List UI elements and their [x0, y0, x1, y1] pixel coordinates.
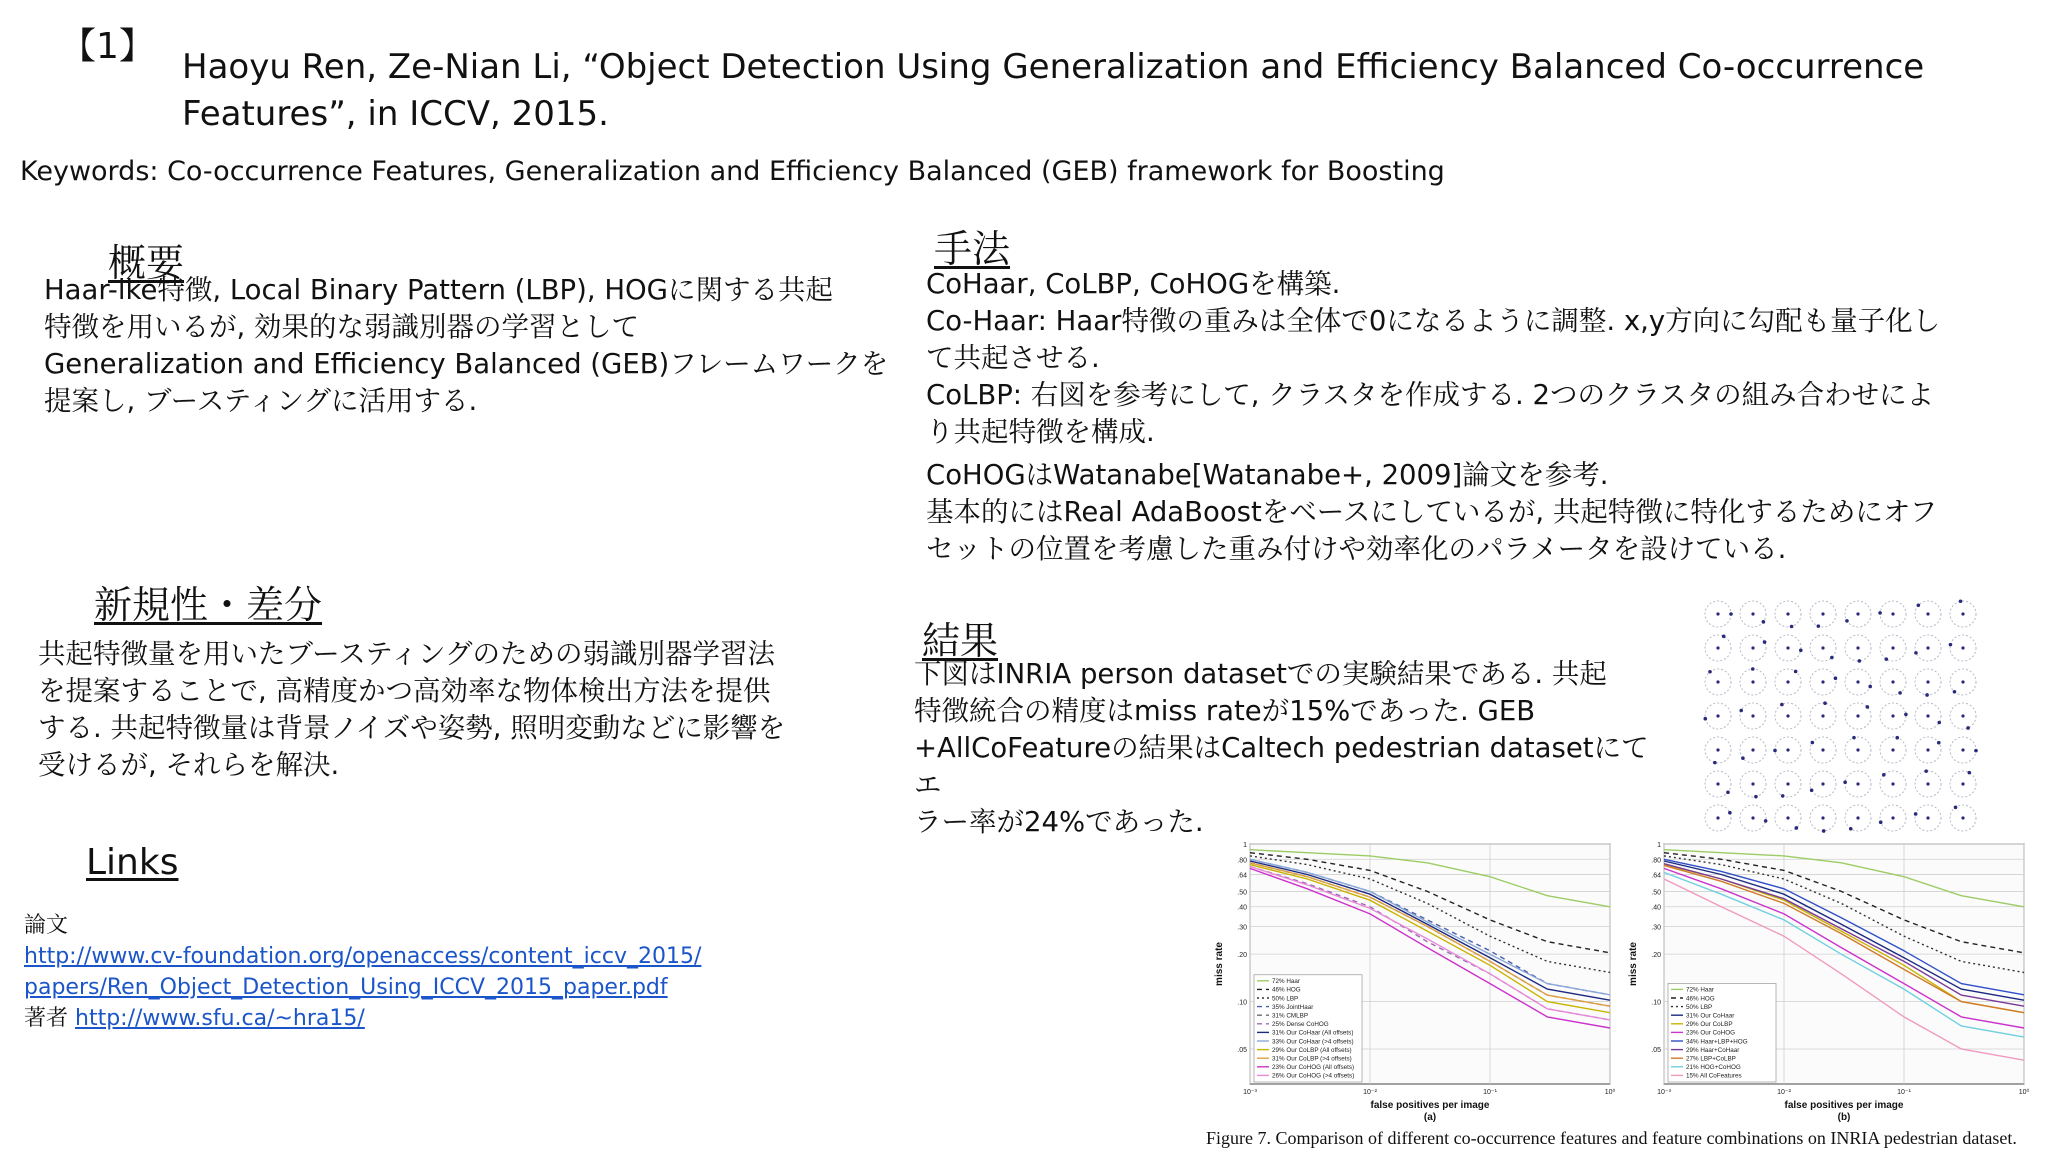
- legend-entry: 31% CMLBP: [1272, 1012, 1309, 1020]
- panel-label: (b): [1837, 1112, 1851, 1123]
- legend-entry: 21% HOG+CoHOG: [1686, 1064, 1741, 1072]
- x-tick-label: 10⁻¹: [1897, 1089, 1911, 1096]
- author-label: 著者: [24, 1006, 69, 1031]
- lbp-offset-cell: [1843, 771, 1871, 797]
- legend-entry: 31% Our CoHaar: [1686, 1012, 1735, 1020]
- lbp-offset-cell: [1705, 669, 1731, 695]
- lbp-offset-cell: [1740, 805, 1767, 831]
- y-axis-label: miss rate: [1628, 942, 1639, 986]
- citation: [182, 44, 1982, 138]
- y-tick-label: .64: [1237, 872, 1247, 880]
- lbp-offset-cell: [1775, 703, 1801, 729]
- method-line: 基本的にはReal AdaBoostをベースにしているが, 共起特徴に特化するためにオフ: [926, 496, 1938, 528]
- x-tick-label: 10⁰: [1604, 1089, 1616, 1096]
- results-text: [914, 656, 1674, 841]
- results-heading: 結果: [922, 619, 999, 663]
- y-tick-label: .20: [1651, 952, 1661, 960]
- novelty-heading: 新規性・差分: [94, 583, 323, 627]
- lbp-offset-cell: [1950, 805, 1976, 831]
- chart-panel-b: [1624, 836, 2034, 1128]
- method-line: り共起特徴を構成.: [926, 416, 1155, 448]
- lbp-offset-cell: [1915, 703, 1941, 729]
- lbp-offset-cell: [1915, 769, 1941, 797]
- legend-entry: 31% Our CoLBP (>4 offsets): [1272, 1055, 1352, 1063]
- lbp-offset-cell: [1880, 736, 1906, 763]
- y-tick-label: .10: [1651, 999, 1661, 1007]
- lbp-offset-cell: [1773, 737, 1801, 763]
- results-line: ラー率が24%であった.: [914, 806, 1204, 838]
- lbp-offset-cell: [1950, 669, 1976, 695]
- lbp-offset-cell: [1740, 667, 1766, 695]
- y-tick-label: .05: [1237, 1047, 1247, 1055]
- legend-entry: 46% HOG: [1272, 986, 1301, 994]
- lbp-offset-cell: [1845, 736, 1871, 763]
- lbp-offset-cell: [1914, 805, 1941, 831]
- method-line: て共起させる.: [926, 342, 1100, 374]
- y-tick-label: .50: [1651, 889, 1661, 897]
- y-tick-label: 1: [1243, 842, 1247, 849]
- lbp-offset-cell: [1775, 771, 1801, 798]
- legend-entry: 31% Our CoHaar (All offsets): [1272, 1029, 1354, 1037]
- lbp-offset-cell: [1915, 669, 1941, 697]
- y-tick-label: .80: [1237, 857, 1247, 865]
- y-axis-label: miss rate: [1214, 942, 1225, 986]
- method-heading: 手法: [934, 227, 1011, 271]
- lbp-offset-cell: [1740, 771, 1766, 798]
- method-line: Co-Haar: Haar特徴の重みは全体で0になるように調整. x,y方向に勾配も量子化し: [926, 305, 1941, 337]
- x-tick-label: 10⁻²: [1363, 1089, 1377, 1096]
- method-line: CoLBP: 右図を参考にして, クラスタを作成する. 2つのクラスタの組み合わせによ: [926, 379, 1935, 411]
- overview-text: [44, 272, 904, 420]
- results-line: 下図はINRIA person datasetでの実験結果である. 共起: [914, 658, 1607, 690]
- lbp-offset-cell: [1775, 805, 1801, 831]
- novelty-line: を提案することで, 高精度かつ高効率な物体検出方法を提供: [38, 675, 771, 707]
- y-tick-label: .80: [1651, 857, 1661, 865]
- novelty-line: 受けるが, それらを解決.: [38, 749, 340, 781]
- legend-entry: 46% HOG: [1686, 995, 1715, 1003]
- overview-line: 提案し, ブースティングに活用する.: [44, 385, 478, 417]
- legend-entry: 50% LBP: [1686, 1003, 1713, 1011]
- lbp-offset-cell: [1845, 635, 1871, 663]
- legend-entry: 29% Our CoLBP (All offsets): [1272, 1046, 1352, 1054]
- lbp-offset-cell: [1810, 601, 1836, 628]
- x-tick-label: 10⁻³: [1243, 1089, 1257, 1096]
- reference-number: 【1】: [60, 26, 155, 67]
- y-tick-label: .40: [1651, 904, 1661, 912]
- y-tick-label: .64: [1651, 872, 1661, 880]
- results-line: 特徴統合の精度はmiss rateが15%であった. GEB: [914, 695, 1536, 727]
- lbp-offset-cell: [1703, 703, 1731, 729]
- legend-entry: 72% Haar: [1686, 986, 1715, 994]
- novelty-line: する. 共起特徴量は背景ノイズや姿勢, 照明変動などに影響を: [38, 712, 786, 744]
- novelty-text: [38, 636, 908, 784]
- overview-heading: 概要: [108, 241, 185, 285]
- lbp-offset-cell: [1950, 599, 1976, 627]
- lbp-offset-cell: [1810, 701, 1836, 729]
- lbp-offset-cell: [1949, 635, 1976, 661]
- x-axis-label: false positives per image: [1370, 1100, 1490, 1111]
- legend-entry: 29% Our CoLBP: [1686, 1021, 1733, 1029]
- legend-entry: 72% Haar: [1272, 978, 1301, 986]
- legend-entry: 34% Haar+LBP+HOG: [1686, 1038, 1748, 1046]
- lbp-offset-cell: [1810, 669, 1837, 695]
- lbp-offset-cell: [1950, 771, 1976, 797]
- y-tick-label: .30: [1651, 924, 1661, 932]
- y-tick-label: .05: [1651, 1047, 1661, 1055]
- lbp-offset-cell: [1950, 737, 1978, 763]
- paper-label: 論文: [24, 913, 69, 938]
- lbp-offset-cell: [1879, 805, 1906, 831]
- citation-line-1: Haoyu Ren, Ze-Nian Li, “Object Detection Using Generalization and Efficiency Balanced Co-occurrence: [182, 47, 1925, 87]
- lbp-offset-cell: [1775, 635, 1803, 661]
- lbp-offset-cell: [1740, 601, 1766, 627]
- y-tick-label: .50: [1237, 889, 1247, 897]
- lbp-offset-cell: [1845, 669, 1872, 695]
- lbp-offset-cell: [1705, 601, 1733, 627]
- legend-entry: 50% LBP: [1272, 995, 1299, 1003]
- overview-line: Generalization and Efficiency Balanced (GEB)フレームワークを: [44, 348, 889, 380]
- overview-line: Haar-lke特徴, Local Binary Pattern (LBP), HOGに関する共起: [44, 274, 833, 306]
- legend-entry: 33% Our CoHaar (>4 offsets): [1272, 1038, 1354, 1046]
- lbp-offset-cell: [1845, 703, 1871, 729]
- overview-line: 特徴を用いるが, 効果的な弱識別器の学習として: [44, 311, 639, 343]
- author-link[interactable]: http://www.sfu.ca/~hra15/: [75, 1006, 365, 1031]
- x-tick-label: 10⁰: [2018, 1089, 2030, 1096]
- lbp-offset-cell: [1810, 805, 1836, 833]
- legend-entry: 26% Our CoHOG (>4 offsets): [1272, 1072, 1355, 1080]
- legend-entry: 15% All CoFeatures: [1686, 1072, 1742, 1080]
- legend-entry: 23% Our CoHOG: [1686, 1029, 1735, 1037]
- x-axis-label: false positives per image: [1784, 1100, 1904, 1111]
- citation-line-2: Features”, in ICCV, 2015.: [182, 94, 609, 134]
- lbp-offset-cell: [1775, 669, 1801, 695]
- lbp-offset-cell: [1810, 635, 1836, 661]
- x-tick-label: 10⁻¹: [1483, 1089, 1497, 1096]
- results-line: +AllCoFeatureの結果はCaltech pedestrian datasetにてエ: [914, 732, 1649, 801]
- lbp-offset-cell: [1880, 703, 1908, 729]
- lbp-offset-cell: [1705, 771, 1731, 797]
- y-tick-label: .30: [1237, 924, 1247, 932]
- legend-entry: 25% Dense CoHOG: [1272, 1021, 1329, 1029]
- paper-link[interactable]: http://www.cv-foundation.org/openaccess/content_iccv_2015/: [24, 944, 702, 969]
- method-line: CoHOGはWatanabe[Watanabe+, 2009]論文を参考.: [926, 459, 1609, 491]
- lbp-offset-cell: [1740, 635, 1766, 661]
- lbp-offset-cell: [1705, 635, 1731, 661]
- legend-entry: 35% JointHaar: [1272, 1003, 1314, 1011]
- y-tick-label: 1: [1657, 842, 1661, 849]
- lbp-offset-cell: [1775, 601, 1801, 628]
- lbp-offset-cell: [1950, 703, 1976, 730]
- lbp-offset-cell: [1845, 601, 1871, 627]
- method-text: [926, 266, 2036, 568]
- lbp-offset-cell: [1705, 805, 1732, 831]
- lbp-offset-cell: [1845, 805, 1871, 831]
- keywords: Keywords: Co-occurrence Features, Generalization and Efficiency Balanced (GEB) framework for Boosting: [20, 156, 1445, 187]
- lbp-offset-cell: [1810, 737, 1836, 763]
- lbp-offset-cell: [1878, 601, 1906, 627]
- lbp-offset-cell: [1739, 703, 1766, 729]
- figure-caption: Figure 7. Comparison of different co-occurrence features and feature combinations on INRIA pedestrian dataset.: [1206, 1128, 2017, 1148]
- lbp-offset-cell: [1705, 737, 1731, 764]
- legend-entry: 23% Our CoHOG (All offsets): [1272, 1064, 1355, 1072]
- method-line: CoHaar, CoLBP, CoHOGを構築.: [926, 268, 1341, 300]
- lbp-offset-cell: [1880, 771, 1906, 797]
- lbp-offset-cell: [1880, 635, 1906, 661]
- paper-link-continued[interactable]: papers/Ren_Object_Detection_Using_ICCV_2015_paper.pdf: [24, 975, 668, 1000]
- links-heading: Links: [86, 842, 179, 883]
- lbp-offset-diagram: [1700, 596, 1990, 840]
- legend-entry: 29% Haar+CoHaar: [1686, 1046, 1740, 1054]
- lbp-offset-cell: [1914, 635, 1941, 661]
- method-line: セットの位置を考慮した重み付けや効率化のパラメータを設けている.: [926, 533, 1787, 565]
- chart-panel-a: [1210, 836, 1620, 1128]
- author-row: [24, 1003, 884, 1034]
- x-tick-label: 10⁻³: [1657, 1089, 1671, 1096]
- links-block: [24, 910, 884, 1034]
- y-tick-label: .10: [1237, 999, 1247, 1007]
- novelty-line: 共起特徴量を用いたブースティングのための弱識別器学習法: [38, 638, 775, 670]
- legend-entry: 27% LBP+CoLBP: [1686, 1055, 1736, 1063]
- lbp-offset-cell: [1880, 669, 1906, 695]
- panel-label: (a): [1423, 1112, 1437, 1123]
- lbp-offset-cell: [1740, 737, 1766, 763]
- y-tick-label: .40: [1237, 904, 1247, 912]
- lbp-offset-cell: [1810, 771, 1836, 797]
- y-tick-label: .20: [1237, 952, 1247, 960]
- x-tick-label: 10⁻²: [1777, 1089, 1791, 1096]
- lbp-offset-cell: [1915, 601, 1941, 627]
- lbp-offset-cell: [1915, 737, 1941, 763]
